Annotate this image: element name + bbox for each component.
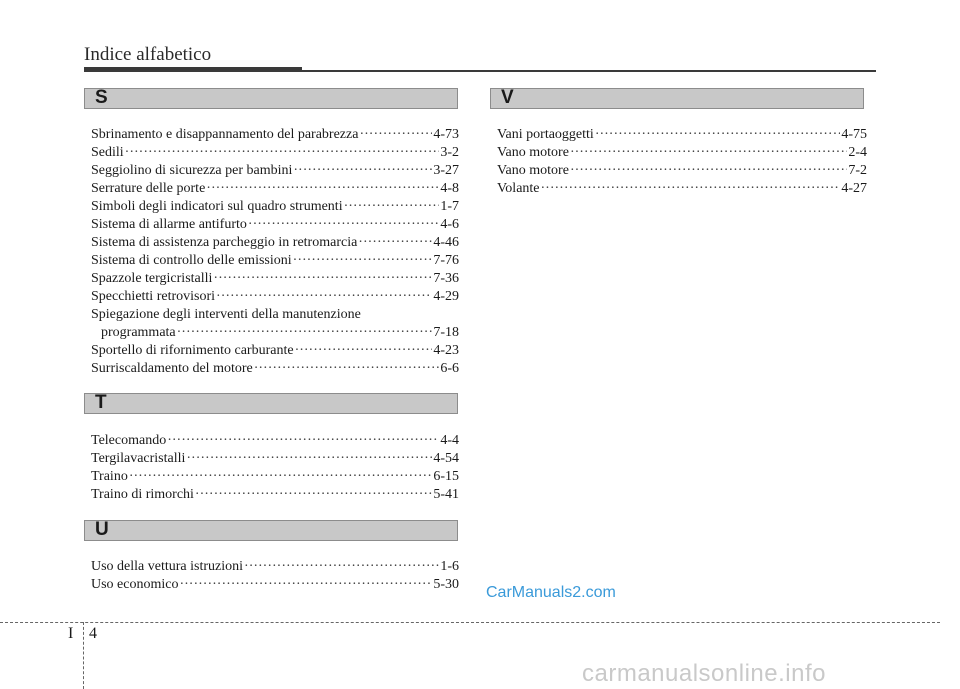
dot-leader (213, 270, 432, 288)
entry-label: Uso economico (91, 577, 179, 592)
dot-leader (293, 252, 433, 270)
list-item[interactable] (91, 180, 459, 198)
list-item[interactable] (91, 450, 459, 468)
entry-label: Sportello di rifornimento carburante (91, 343, 294, 358)
dot-leader (359, 126, 432, 144)
entry-page: 6-15 (433, 469, 459, 484)
section-letter: S (95, 87, 108, 108)
dot-leader (167, 432, 439, 450)
section-letter: V (501, 87, 514, 108)
page-number: 4 (89, 625, 97, 642)
list-item[interactable] (91, 198, 459, 216)
entry-label: Seggiolino di sicurezza per bambini (91, 163, 293, 178)
entry-label: Uso della vettura istruzioni (91, 559, 244, 574)
entry-label: Telecomando (91, 433, 167, 448)
dot-leader (570, 162, 847, 180)
dot-leader (344, 198, 440, 216)
list-item[interactable] (91, 162, 459, 180)
list-item[interactable] (497, 180, 867, 198)
entry-label: Vani portaoggetti (497, 127, 594, 142)
entry-page: 4-75 (841, 127, 867, 142)
entry-page: 3-2 (440, 145, 459, 160)
entry-page: 2-4 (848, 145, 867, 160)
list-item[interactable] (91, 252, 459, 270)
page-section-letter: I (68, 625, 74, 642)
list-item[interactable] (91, 486, 459, 504)
list-item[interactable] (91, 432, 459, 450)
entry-label: Tergilavacristalli (91, 451, 186, 466)
section-letter: T (95, 392, 107, 413)
entry-page: 4-27 (841, 181, 867, 196)
dot-leader (595, 126, 841, 144)
entry-page: 4-4 (440, 433, 459, 448)
dot-leader (570, 144, 847, 162)
list-item[interactable] (91, 216, 459, 234)
list-item[interactable] (91, 270, 459, 288)
footer-divider-vertical (83, 622, 84, 689)
dot-leader (248, 216, 439, 234)
section-header-u (84, 520, 458, 541)
entry-label: Serrature delle porte (91, 181, 206, 196)
entry-label: Vano motore (497, 145, 569, 160)
footer-divider (0, 622, 940, 623)
entry-page: 4-54 (433, 451, 459, 466)
entry-label: Sistema di allarme antifurto (91, 217, 247, 232)
entry-label: Simboli degli indicatori sul quadro strumenti (91, 199, 343, 214)
list-item[interactable] (91, 558, 459, 576)
section-letter: U (95, 519, 109, 540)
entry-label: Sbrinamento e disappannamento del parabrezza (91, 127, 359, 142)
dot-leader (358, 234, 432, 252)
entry-label: Specchietti retrovisori (91, 289, 216, 304)
entry-label: Surriscaldamento del motore (91, 361, 253, 376)
dot-leader (195, 486, 432, 504)
entry-page: 7-2 (848, 163, 867, 178)
dot-leader (177, 324, 433, 342)
dot-leader (129, 468, 433, 486)
list-item[interactable] (91, 360, 459, 378)
section-header-v (490, 88, 864, 109)
entry-page: 5-30 (433, 577, 459, 592)
section-header-s (84, 88, 458, 109)
list-item[interactable] (91, 126, 459, 144)
entry-page: 7-18 (433, 325, 459, 340)
entry-page: 5-41 (433, 487, 459, 502)
index-list-u (91, 558, 459, 594)
entry-label: Sistema di assistenza parcheggio in retromarcia (91, 235, 358, 250)
entry-label: Traino (91, 469, 128, 484)
entry-label: Sedili (91, 145, 124, 160)
entry-page: 4-23 (433, 343, 459, 358)
header-rule-accent (84, 67, 302, 72)
dot-leader (254, 360, 440, 378)
list-item[interactable] (497, 144, 867, 162)
entry-page: 6-6 (440, 361, 459, 376)
watermark-text: carmanualsonline.info (582, 660, 826, 687)
entry-page: 1-6 (440, 559, 459, 574)
section-header-t (84, 393, 458, 414)
dot-leader (206, 180, 439, 198)
list-item[interactable] (91, 288, 459, 306)
dot-leader (295, 342, 433, 360)
entry-page: 4-29 (433, 289, 459, 304)
entry-page: 4-6 (440, 217, 459, 232)
dot-leader (244, 558, 439, 576)
list-item[interactable] (91, 468, 459, 486)
dot-leader (186, 450, 432, 468)
dot-leader (541, 180, 841, 198)
entry-label: Spazzole tergicristalli (91, 271, 213, 286)
list-item[interactable] (91, 306, 459, 342)
entry-page: 7-36 (433, 271, 459, 286)
entry-page: 7-76 (433, 253, 459, 268)
entry-label: Traino di rimorchi (91, 487, 194, 502)
entry-label-continued: programmata (101, 325, 176, 340)
list-item[interactable] (497, 126, 867, 144)
entry-label: Sistema di controllo delle emissioni (91, 253, 292, 268)
entry-page: 4-8 (440, 181, 459, 196)
list-item[interactable] (91, 342, 459, 360)
watermark-link[interactable]: CarManuals2.com (486, 584, 616, 601)
entry-label: Spiegazione degli interventi della manutenzione (91, 307, 361, 322)
dot-leader (216, 288, 432, 306)
index-list-s (91, 126, 459, 378)
page-title: Indice alfabetico (84, 44, 212, 65)
dot-leader (125, 144, 440, 162)
list-item[interactable] (91, 234, 459, 252)
entry-page: 4-46 (433, 235, 459, 250)
dot-leader (293, 162, 432, 180)
entry-label: Vano motore (497, 163, 569, 178)
entry-page: 3-27 (433, 163, 459, 178)
entry-label: Volante (497, 181, 540, 196)
index-list-v (497, 126, 867, 198)
list-item[interactable] (91, 576, 459, 594)
list-item[interactable] (91, 144, 459, 162)
list-item[interactable] (497, 162, 867, 180)
entry-page: 4-73 (433, 127, 459, 142)
entry-page: 1-7 (440, 199, 459, 214)
dot-leader (179, 576, 432, 594)
index-list-t (91, 432, 459, 504)
